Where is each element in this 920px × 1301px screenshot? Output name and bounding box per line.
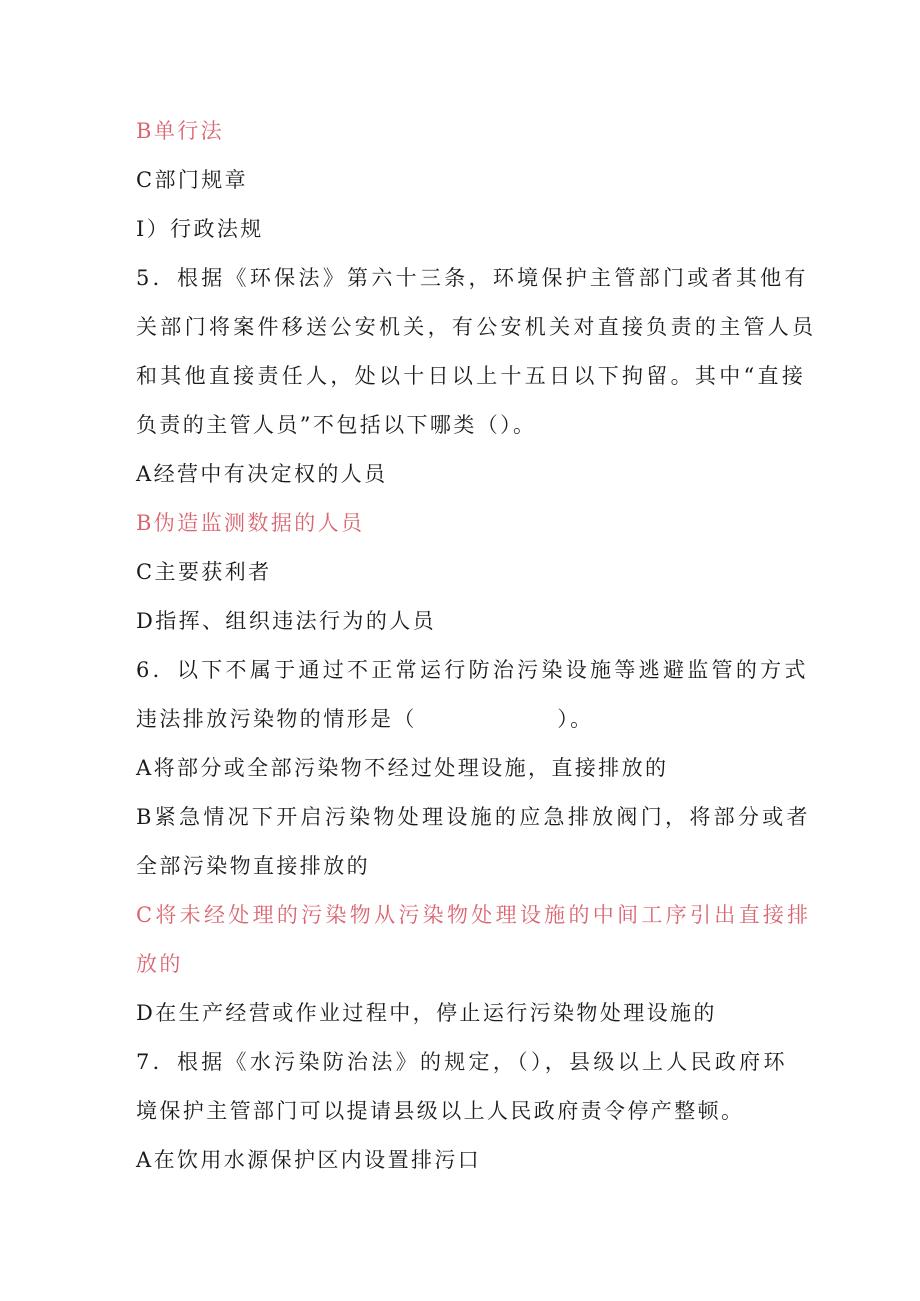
question-5-line-1: 5．根据《环保法》第六十三条，环境保护主管部门或者其他有 [136,266,809,290]
question-5-line-4: 负责的主管人员”不包括以下哪类（）。 [136,413,537,437]
option-b-answer: B单行法 [136,119,225,143]
question-5-line-2: 关部门将案件移送公安机关，有公安机关对直接负责的主管人员 [136,315,817,339]
option-b-answer: B伪造监测数据的人员 [136,511,365,535]
question-6-line-2: 违法排放污染物的情形是（ ）。 [136,707,594,731]
option-c: C部门规章 [136,168,249,192]
option-d: D指挥、组织违法行为的人员 [136,609,437,633]
question-7-line-1: 7．根据《水污染防治法》的规定，（），县级以上人民政府环 [136,1050,788,1074]
question-5-line-3: 和其他直接责任人，处以十日以上十五日以下拘留。其中“直接 [136,364,807,388]
option-d: I）行政法规 [136,217,264,241]
option-c-answer-line-1: C将未经处理的污染物从污染物处理设施的中间工序引出直接排 [136,903,812,927]
option-c: C主要获利者 [136,560,272,584]
option-a: A经营中有决定权的人员 [136,462,388,486]
option-a: A在饮用水源保护区内设置排污口 [136,1148,482,1172]
option-b-line-1: B紧急情况下开启污染物处理设施的应急排放阀门，将部分或者 [136,805,811,829]
option-c-answer-line-2: 放的 [136,952,183,976]
option-a: A将部分或全部污染物不经过处理设施，直接排放的 [136,756,669,780]
question-6-line-1: 6．以下不属于通过不正常运行防治污染设施等逃避监管的方式 [136,658,809,682]
option-d: D在生产经营或作业过程中，停止运行污染物处理设施的 [136,1001,717,1025]
question-7-line-2: 境保护主管部门可以提请县级以上人民政府责令停产整顿。 [136,1099,745,1123]
option-b-line-2: 全部污染物直接排放的 [136,854,370,878]
